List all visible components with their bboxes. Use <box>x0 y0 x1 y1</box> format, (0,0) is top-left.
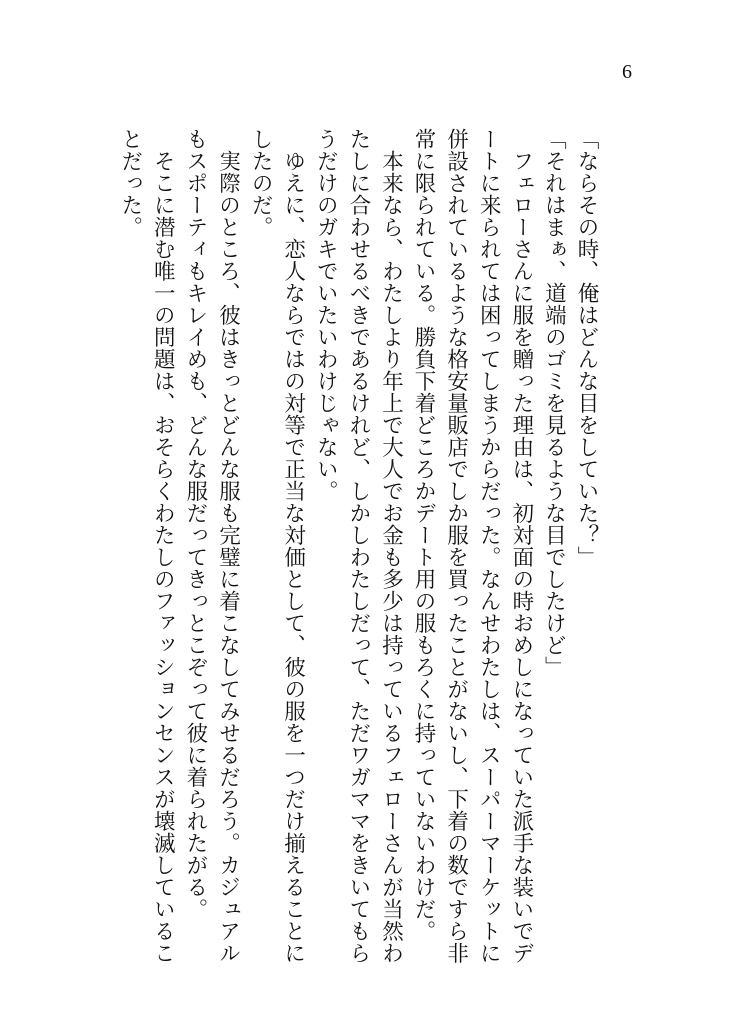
text-line: 「それはまぁ、道端のゴミを見るような目でしたけど」 <box>541 128 567 678</box>
text-line: ートに来られては困ってしまうからだった。なんせわたしは、スーパーマーケットに <box>476 128 502 964</box>
text-line: したのだ。 <box>248 128 274 238</box>
text-line: もスポーティもキレイめも、どんな服だってきっとこぞって彼に着られたがる。 <box>182 128 208 920</box>
text-line: そこに潜む唯一の問題は、おそらくわたしのファッションセンスが壊滅しているこ <box>150 128 176 964</box>
text-line: 併設されているような格安量販店でしか服を買ったことがないし、下着の数ですら非 <box>443 128 469 964</box>
text-line: うだけのガキでいたいわけじゃない。 <box>313 128 339 502</box>
text-line: 常に限られている。勝負下着どころかデート用の服もろくに持っていないわけだ。 <box>411 128 437 942</box>
text-line: フェローさんに服を贈った理由は、初対面の時おめしになっていた派手な装いでデ <box>508 128 534 964</box>
body-text <box>113 128 602 964</box>
text-line: 「ならその時、俺はどんな目をしていた？」 <box>574 128 599 568</box>
page-number: 6 <box>622 61 632 83</box>
text-line: たしに合わせるべきであるけれど、しかしわたしだって、ただワガママをきいてもら <box>345 128 371 964</box>
text-line: とだった。 <box>117 128 143 238</box>
text-line: ゆえに、恋人ならではの対等で正当な対価として、彼の服を一つだけ揃えることに <box>280 128 306 964</box>
text-line: 実際のところ、彼はきっとどんな服も完璧に着こなしてみせるだろう。カジュアル <box>215 128 241 964</box>
text-line: 本来なら、わたしより年上で大人でお金も多少は持っているフェローさんが当然わ <box>378 128 404 964</box>
